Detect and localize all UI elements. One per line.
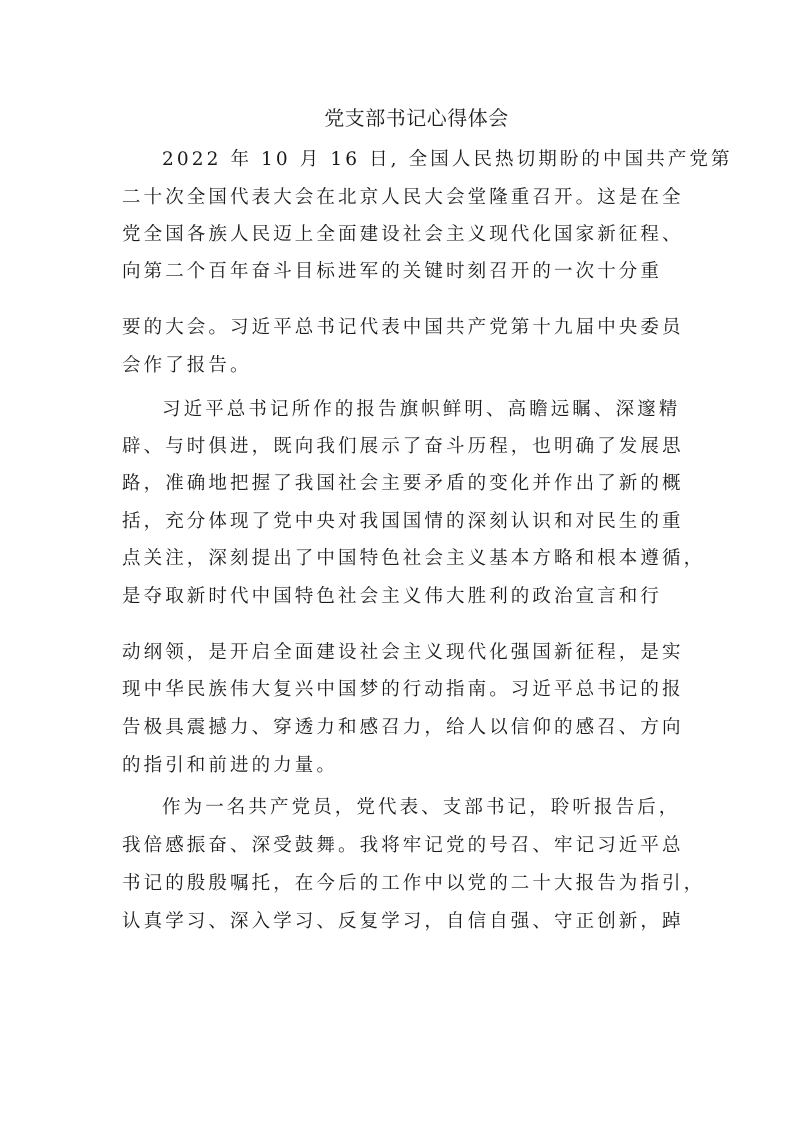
body-text-line: 点关注，深刻提出了中国特色社会主义基本方略和根本遵循， xyxy=(122,548,706,569)
body-text-line: 作为一名共产党员，党代表、支部书记，聆听报告后， xyxy=(162,797,681,818)
body-text-line: 路，准确地把握了我国社会主要矛盾的变化并作出了新的概 xyxy=(122,473,684,494)
body-text-line: 习近平总书记所作的报告旗帜鲜明、高瞻远瞩、深邃精 xyxy=(162,399,681,420)
body-text-line: 党全国各族人民迈上全面建设社会主义现代化国家新征程、 xyxy=(122,224,684,245)
body-text-line: 辟、与时俱进，既向我们展示了奋斗历程，也明确了发展思 xyxy=(122,436,684,457)
body-text-line: 书记的殷殷嘱托，在今后的工作中以党的二十大报告为指引， xyxy=(122,873,706,894)
body-text-line: 的指引和前进的力量。 xyxy=(122,755,339,776)
body-text-line: 向第二个百年奋斗目标进军的关键时刻召开的一次十分重 xyxy=(122,261,663,282)
body-text-line: 2022 年 10 月 16 日, 全国人民热切期盼的中国共产党第 xyxy=(162,149,733,170)
body-text-line: 告极具震撼力、穿透力和感召力，给人以信仰的感召、方向 xyxy=(122,717,684,738)
body-text-line: 二十次全国代表大会在北京人民大会堂隆重召开。这是在全 xyxy=(122,187,684,208)
body-text-line: 括，充分体现了党中央对我国国情的深刻认识和对民生的重 xyxy=(122,511,684,532)
document-title: 党支部书记心得体会 xyxy=(324,106,509,130)
body-text-line: 动纲领，是开启全面建设社会主义现代化强国新征程，是实 xyxy=(122,642,684,663)
body-text-line: 要的大会。习近平总书记代表中国共产党第十九届中央委员 xyxy=(122,317,684,338)
body-text-line: 是夺取新时代中国特色社会主义伟大胜利的政治宣言和行 xyxy=(122,586,663,607)
body-text-line: 认真学习、深入学习、反复学习，自信自强、守正创新，踔 xyxy=(122,911,684,932)
body-text-line: 我倍感振奋、深受鼓舞。我将牢记党的号召、牢记习近平总 xyxy=(122,835,684,856)
body-text-line: 会作了报告。 xyxy=(122,355,252,376)
body-text-line: 现中华民族伟大复兴中国梦的行动指南。习近平总书记的报 xyxy=(122,679,684,700)
